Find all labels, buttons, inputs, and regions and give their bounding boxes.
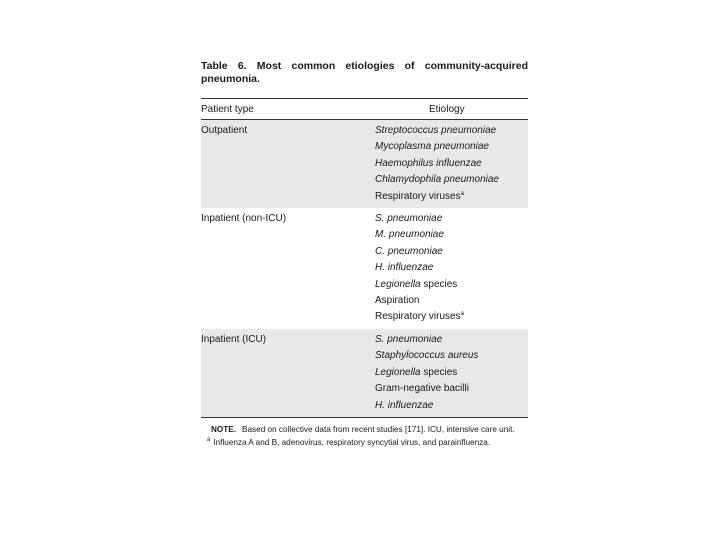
etiology-name: Mycoplasma pneumoniae [375,141,489,153]
etiology-name: Legionella [375,278,421,290]
etiology-name: Gram-negative bacilli [375,383,469,395]
etiology-item [375,260,528,276]
etiology-item [375,211,528,227]
etiology-name: Staphylococcus aureus [375,350,479,362]
table-footnotes [201,424,528,449]
etiology-name: Legionella [375,366,421,378]
etiology-item [375,139,528,155]
etiology-name: Streptococcus pneumoniae [375,125,497,136]
note-line [201,424,528,436]
header-patient-type: Patient type [201,103,254,115]
etiology-item [375,277,528,293]
etiology-item [375,381,528,397]
table-row [201,208,528,329]
footnote-ref: a [460,311,464,318]
etiology-item [375,189,528,205]
etiology-name: Haemophilus influenzae [375,157,482,169]
patient-type-cell: Outpatient [201,125,248,136]
etiology-item [375,332,528,348]
etiology-name: M. pneumoniae [375,229,444,241]
patient-type-cell: Inpatient (ICU) [201,333,267,345]
table-row [201,329,528,417]
etiology-item [375,172,528,188]
etiology-suffix: species [420,278,458,290]
footnote-text: Influenza A and B, adenovirus, respiratory syncytial virus, and parainfluenza. [213,438,491,448]
etiology-name: S. pneumoniae [375,333,443,345]
etiology-name: Respiratory viruses [375,190,461,202]
etiology-item [375,398,528,414]
etiology-name: H. influenzae [375,262,434,274]
etiology-cell [375,332,528,414]
table-header [201,99,528,119]
header-etiology: Etiology [429,103,465,115]
note-text: Based on collective data from recent studies [171]. ICU, intensive care unit. [242,424,515,434]
etiology-list [375,123,528,205]
table-caption: Table 6. Most common etiologies of community-acquired pneumonia. [201,60,528,85]
patient-type-cell: Inpatient (non-ICU) [201,213,287,225]
footnote-mark: a [207,437,211,444]
etiology-name: S. pneumoniae [375,213,443,225]
etiology-name: Respiratory viruses [375,311,461,323]
footnote-ref: a [460,190,464,197]
table-row [201,120,528,208]
table-figure [201,60,528,449]
footnote-a [201,437,528,449]
table-body [201,120,528,417]
etiology-name: Chlamydophila pneumoniae [375,174,499,186]
note-label: NOTE. [211,424,237,434]
etiology-suffix: species [420,366,458,378]
etiology-name: C. pneumoniae [375,245,443,257]
etiology-list [375,211,528,326]
etiology-item [375,227,528,243]
etiology-item [375,123,528,139]
etiology-item [375,309,528,325]
etiology-list [375,332,528,414]
etiology-item [375,293,528,309]
etiology-item [375,156,528,172]
etiology-item [375,244,528,260]
etiology-name: Aspiration [375,295,420,307]
etiology-item [375,348,528,364]
etiology-name: H. influenzae [375,399,434,411]
bottom-rule [201,417,528,418]
etiology-cell [375,211,528,326]
etiology-cell [375,123,528,205]
etiology-item [375,365,528,381]
